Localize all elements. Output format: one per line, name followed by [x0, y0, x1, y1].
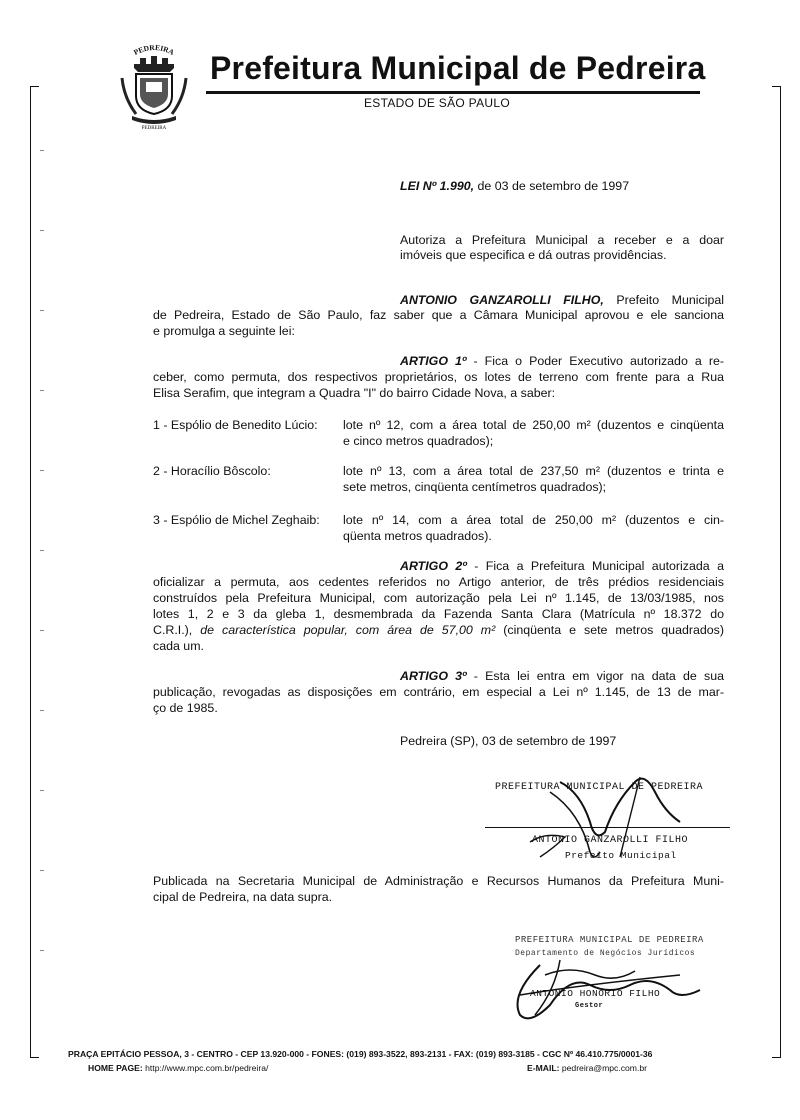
footer-email: [527, 1063, 647, 1073]
margin-tick: [40, 470, 44, 471]
item-3-label: 3 - Espólio de Michel Zeghaib:: [153, 513, 320, 527]
page-frame-right: [772, 86, 781, 1058]
publication-line-2: cipal de Pedreira, na data supra.: [153, 890, 333, 904]
item-1-line-1: lote nº 12, com a área total de 250,00 m² (duzentos e cinqüenta: [343, 418, 724, 432]
item-2-line-2: sete metros, cinqüenta centímetros quadrados);: [343, 480, 607, 494]
article-2-text: (cinqüenta e sete metros quadrados): [495, 623, 724, 637]
item-1-line-2: e cinco metros quadrados);: [343, 434, 494, 448]
footer-homepage: [88, 1063, 268, 1073]
preamble-line-3: e promulga a seguinte lei:: [153, 324, 295, 338]
place-date: Pedreira (SP), 03 de setembro de 1997: [400, 734, 617, 748]
crest-bottom-text: PEDREIRA: [141, 126, 167, 131]
svg-text:PEDREIRA: [132, 43, 176, 57]
item-3-line-2: qüenta metros quadrados).: [343, 529, 492, 543]
article-3-line-2: publicação, revogadas as disposições em contrário, em especial a Lei nº 1.145, de 13 de mar-: [153, 685, 724, 699]
homepage-label: HOME PAGE:: [88, 1063, 143, 1073]
article-1-line-3: Elisa Serafim, que integram a Quadra "I" do bairro Cidade Nova, a saber:: [153, 386, 556, 400]
law-date: de 03 de setembro de 1997: [474, 179, 630, 193]
signature-2-stamp: PREFEITURA MUNICIPAL DE PEDREIRA: [515, 935, 704, 945]
margin-tick: [40, 950, 44, 951]
signature-2-department: Departamento de Negócios Jurídicos: [515, 949, 696, 958]
page-title: Prefeitura Municipal de Pedreira: [210, 50, 706, 86]
article-2-text: C.R.I.),: [153, 623, 201, 637]
margin-tick: [40, 870, 44, 871]
footer-address: PRAÇA EPITÁCIO PESSOA, 3 - CENTRO - CEP 13.920-000 - FONES: (019) 893-3522, 893-2131 - FAX: (019) 893-3185 - CGC Nº 46.410.775/0001-36: [68, 1049, 653, 1059]
margin-tick: [40, 390, 44, 391]
signature-1-stamp: PREFEITURA MUNICIPAL DE PEDREIRA: [495, 782, 704, 793]
margin-tick: [40, 710, 44, 711]
signature-1-role: Prefeito Municipal: [565, 850, 677, 861]
article-3-line-1: [400, 668, 724, 684]
article-1-line-2: ceber, como permuta, dos respectivos proprietários, os lotes de terreno com frente para a Rua: [153, 370, 724, 384]
margin-tick: [40, 310, 44, 311]
signature-1-name: ANTONIO GANZAROLLI FILHO: [532, 835, 689, 846]
email-label: E-MAIL:: [527, 1063, 560, 1073]
article-3-text: - Esta lei entra em vigor na data de sua: [466, 669, 724, 683]
margin-tick: [40, 150, 44, 151]
law-summary-line-1: Autoriza a Prefeitura Municipal a receber e a doar: [400, 233, 724, 247]
margin-tick: [40, 630, 44, 631]
preamble-line-1: [400, 292, 724, 308]
margin-tick: [40, 790, 44, 791]
article-2-italic-text: de característica popular, com área de 57,00 m²: [200, 623, 496, 637]
item-2-line-1: lote nº 13, com a área total de 237,50 m² (duzentos e trinta e: [343, 464, 724, 478]
law-summary-line-2: imóveis que especifica e dá outras providências.: [400, 248, 667, 262]
mayor-name: ANTONIO GANZAROLLI FILHO,: [400, 293, 604, 307]
law-heading: [400, 178, 629, 194]
article-1-line-1: [400, 353, 724, 369]
article-2-line-1: [400, 558, 724, 574]
article-2-line-6: cada um.: [153, 639, 204, 653]
article-2-text: - Fica a Prefeitura Municipal autorizada a: [466, 559, 724, 573]
article-2-heading: ARTIGO 2º: [400, 559, 467, 573]
signature-2-name: ANTONIO HONÓRIO FILHO: [530, 988, 661, 999]
article-2-line-5: [153, 622, 724, 638]
article-1-text: - Fica o Poder Executivo autorizado a re-: [466, 354, 724, 368]
article-3-heading: ARTIGO 3º: [400, 669, 467, 683]
law-number: LEI Nº 1.990,: [400, 179, 475, 193]
article-2-line-3: construídos pela Prefeitura Municipal, com autorização pela Lei nº 1.145, de 13/03/1985, nos: [153, 591, 724, 605]
signature-2-role: Gestor: [575, 1002, 604, 1010]
signature-1-line: [485, 827, 730, 828]
crest-top-text: PEDREIRA: [132, 42, 176, 57]
homepage-link[interactable]: http://www.mpc.com.br/pedreira/: [142, 1063, 269, 1073]
margin-tick: [40, 550, 44, 551]
article-1-heading: ARTIGO 1º: [400, 354, 467, 368]
item-2-label: 2 - Horacílio Bôscolo:: [153, 464, 271, 478]
preamble-line-2: de Pedreira, Estado de São Paulo, faz saber que a Câmara Municipal aprovou e ele sanciona: [153, 308, 724, 322]
email-link[interactable]: pedreira@mpc.com.br: [559, 1063, 647, 1073]
municipal-crest-icon: [118, 38, 190, 132]
item-1-label: 1 - Espólio de Benedito Lúcio:: [153, 418, 318, 432]
article-3-line-3: ço de 1985.: [153, 701, 218, 715]
publication-line-1: Publicada na Secretaria Municipal de Administração e Recursos Humanos da Prefeitura Muni-: [153, 874, 724, 888]
title-underline: [206, 91, 700, 94]
state-name: ESTADO DE SÃO PAULO: [364, 96, 510, 110]
preamble-text: Prefeito Municipal: [603, 293, 724, 307]
signature-2-scribble-icon: [500, 945, 710, 1025]
page-frame-left: [30, 86, 39, 1058]
article-2-line-4: lotes 1, 2 e 3 da gleba 1, desmembrada da Fazenda Santa Clara (Matrícula nº 18.372 do: [153, 607, 724, 621]
item-3-line-1: lote nº 14, com a área total de 250,00 m² (duzentos e cin-: [343, 513, 724, 527]
margin-tick: [40, 230, 44, 231]
article-2-line-2: oficializar a permuta, aos cedentes referidos no Artigo anterior, de três prédios residenciais: [153, 575, 724, 589]
